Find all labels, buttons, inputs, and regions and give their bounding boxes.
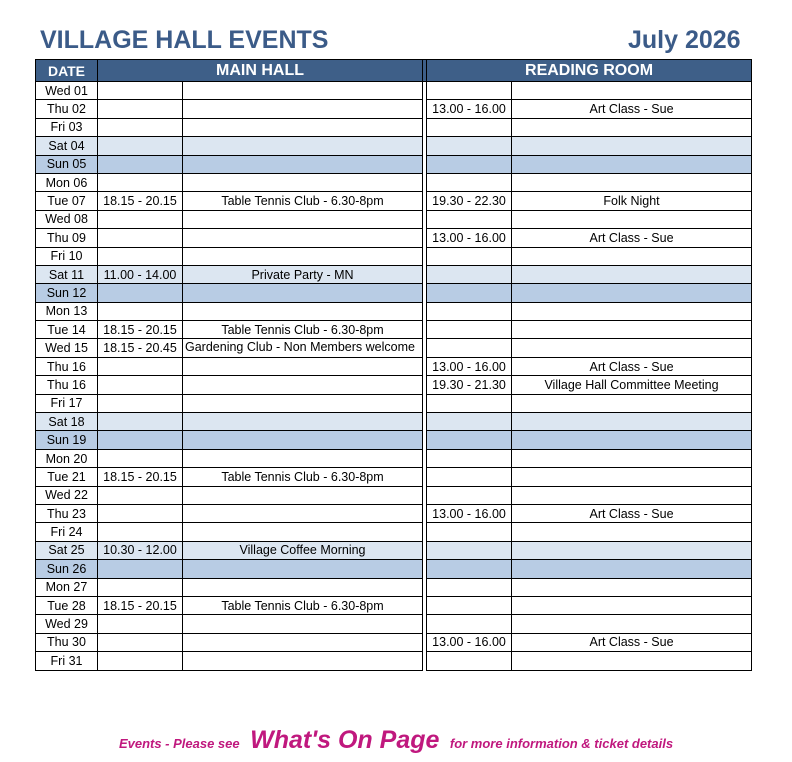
main-hall-event-cell: Table Tennis Club - 6.30-8pm bbox=[183, 596, 423, 614]
main-hall-time-cell bbox=[98, 210, 183, 228]
date-cell: Wed 29 bbox=[36, 615, 98, 633]
table-row bbox=[36, 449, 752, 467]
table-row bbox=[36, 596, 752, 614]
main-hall-time-cell bbox=[98, 394, 183, 412]
main-hall-time-cell: 18.15 - 20.15 bbox=[98, 192, 183, 210]
main-hall-event-cell bbox=[183, 118, 423, 136]
reading-room-time-cell bbox=[427, 284, 512, 302]
date-cell: Fri 31 bbox=[36, 652, 98, 670]
reading-room-time-cell: 13.00 - 16.00 bbox=[427, 100, 512, 118]
main-hall-event-cell bbox=[183, 100, 423, 118]
reading-room-event-cell bbox=[512, 560, 752, 578]
date-cell: Wed 01 bbox=[36, 82, 98, 100]
table-row bbox=[36, 652, 752, 670]
table-row bbox=[36, 523, 752, 541]
reading-room-event-cell bbox=[512, 449, 752, 467]
main-hall-event-cell bbox=[183, 376, 423, 394]
reading-room-time-cell bbox=[427, 137, 512, 155]
date-cell: Sun 05 bbox=[36, 155, 98, 173]
reading-room-event-cell: Folk Night bbox=[512, 192, 752, 210]
date-cell: Tue 28 bbox=[36, 596, 98, 614]
date-cell: Sun 19 bbox=[36, 431, 98, 449]
main-hall-time-cell bbox=[98, 229, 183, 247]
date-cell: Thu 09 bbox=[36, 229, 98, 247]
main-hall-time-cell bbox=[98, 615, 183, 633]
main-hall-time-cell: 18.15 - 20.45 bbox=[98, 339, 183, 357]
reading-room-event-cell bbox=[512, 118, 752, 136]
date-cell: Mon 20 bbox=[36, 449, 98, 467]
reading-room-event-cell bbox=[512, 413, 752, 431]
reading-room-event-cell bbox=[512, 596, 752, 614]
date-cell: Wed 22 bbox=[36, 486, 98, 504]
main-hall-time-cell bbox=[98, 523, 183, 541]
date-cell: Tue 21 bbox=[36, 468, 98, 486]
reading-room-event-cell bbox=[512, 523, 752, 541]
reading-room-time-cell bbox=[427, 413, 512, 431]
reading-room-event-cell bbox=[512, 302, 752, 320]
main-hall-event-cell bbox=[183, 504, 423, 522]
reading-room-time-cell: 13.00 - 16.00 bbox=[427, 504, 512, 522]
main-hall-event-cell bbox=[183, 229, 423, 247]
reading-room-time-cell bbox=[427, 155, 512, 173]
date-cell: Fri 10 bbox=[36, 247, 98, 265]
reading-room-time-cell: 13.00 - 16.00 bbox=[427, 357, 512, 375]
main-hall-event-cell bbox=[183, 560, 423, 578]
date-cell: Wed 15 bbox=[36, 339, 98, 357]
main-hall-event-cell bbox=[183, 394, 423, 412]
table-row bbox=[36, 339, 752, 357]
main-hall-time-cell bbox=[98, 100, 183, 118]
reading-room-event-cell bbox=[512, 155, 752, 173]
main-hall-event-cell bbox=[183, 339, 423, 357]
reading-room-event-cell bbox=[512, 578, 752, 596]
reading-room-event-cell bbox=[512, 394, 752, 412]
date-cell: Thu 16 bbox=[36, 357, 98, 375]
reading-room-time-cell bbox=[427, 486, 512, 504]
table-row bbox=[36, 155, 752, 173]
main-hall-time-cell bbox=[98, 302, 183, 320]
table-row bbox=[36, 210, 752, 228]
main-hall-time-cell: 18.15 - 20.15 bbox=[98, 468, 183, 486]
reading-room-time-cell bbox=[427, 431, 512, 449]
reading-room-time-cell: 13.00 - 16.00 bbox=[427, 229, 512, 247]
reading-room-event-cell bbox=[512, 210, 752, 228]
table-row bbox=[36, 265, 752, 283]
table-row bbox=[36, 541, 752, 559]
reading-room-event-cell: Art Class - Sue bbox=[512, 504, 752, 522]
date-cell: Mon 27 bbox=[36, 578, 98, 596]
reading-room-time-cell: 13.00 - 16.00 bbox=[427, 633, 512, 651]
date-cell: Sun 26 bbox=[36, 560, 98, 578]
reading-room-time-cell bbox=[427, 302, 512, 320]
main-hall-event-cell bbox=[183, 284, 423, 302]
reading-room-event-cell bbox=[512, 265, 752, 283]
table-row bbox=[36, 357, 752, 375]
main-hall-time-cell bbox=[98, 486, 183, 504]
table-row bbox=[36, 284, 752, 302]
reading-room-time-cell bbox=[427, 541, 512, 559]
main-hall-event-cell bbox=[183, 652, 423, 670]
reading-room-time-cell bbox=[427, 339, 512, 357]
reading-room-time-cell bbox=[427, 82, 512, 100]
main-hall-event-cell: Table Tennis Club - 6.30-8pm bbox=[183, 192, 423, 210]
main-hall-time-cell: 10.30 - 12.00 bbox=[98, 541, 183, 559]
main-hall-event-cell: Table Tennis Club - 6.30-8pm bbox=[183, 468, 423, 486]
footer-note bbox=[0, 726, 792, 755]
reading-room-event-cell bbox=[512, 339, 752, 357]
reading-room-time-cell bbox=[427, 523, 512, 541]
whats-on-page-link[interactable]: What's On Page bbox=[250, 726, 440, 754]
main-hall-time-cell: 18.15 - 20.15 bbox=[98, 596, 183, 614]
reading-room-time-cell bbox=[427, 449, 512, 467]
main-hall-time-cell bbox=[98, 633, 183, 651]
table-row bbox=[36, 633, 752, 651]
date-cell: Fri 17 bbox=[36, 394, 98, 412]
header-row bbox=[36, 60, 752, 82]
reading-room-time-cell bbox=[427, 468, 512, 486]
main-hall-time-cell bbox=[98, 173, 183, 191]
main-hall-event-cell bbox=[183, 431, 423, 449]
main-hall-event-cell bbox=[183, 137, 423, 155]
date-cell: Sat 18 bbox=[36, 413, 98, 431]
footer-post-text: for more information & ticket details bbox=[449, 736, 674, 751]
main-hall-event-cell bbox=[183, 486, 423, 504]
main-hall-time-cell bbox=[98, 560, 183, 578]
table-row bbox=[36, 137, 752, 155]
reading-room-event-cell bbox=[512, 173, 752, 191]
reading-room-time-cell bbox=[427, 560, 512, 578]
main-hall-time-cell bbox=[98, 357, 183, 375]
table-row bbox=[36, 431, 752, 449]
table-row bbox=[36, 173, 752, 191]
main-hall-time-cell bbox=[98, 155, 183, 173]
main-hall-time-cell bbox=[98, 247, 183, 265]
main-hall-event-cell bbox=[183, 210, 423, 228]
main-hall-event-cell: Table Tennis Club - 6.30-8pm bbox=[183, 321, 423, 339]
date-cell: Thu 30 bbox=[36, 633, 98, 651]
date-cell: Thu 23 bbox=[36, 504, 98, 522]
reading-room-event-cell bbox=[512, 652, 752, 670]
reading-room-event-cell: Art Class - Sue bbox=[512, 100, 752, 118]
table-row bbox=[36, 504, 752, 522]
reading-room-time-cell: 19.30 - 21.30 bbox=[427, 376, 512, 394]
main-hall-event-cell bbox=[183, 449, 423, 467]
table-row bbox=[36, 486, 752, 504]
date-cell: Fri 24 bbox=[36, 523, 98, 541]
reading-room-event-cell: Village Hall Committee Meeting bbox=[512, 376, 752, 394]
reading-room-event-cell bbox=[512, 247, 752, 265]
footer-pre-text: Events - Please see bbox=[118, 736, 240, 751]
reading-room-event-cell bbox=[512, 321, 752, 339]
main-hall-event-cell bbox=[183, 247, 423, 265]
table-body bbox=[36, 82, 752, 671]
table-row bbox=[36, 413, 752, 431]
date-cell: Mon 06 bbox=[36, 173, 98, 191]
date-cell: Sat 04 bbox=[36, 137, 98, 155]
reading-room-event-cell: Art Class - Sue bbox=[512, 229, 752, 247]
date-cell: Mon 13 bbox=[36, 302, 98, 320]
table-row bbox=[36, 394, 752, 412]
reading-room-event-cell bbox=[512, 486, 752, 504]
reading-room-event-cell bbox=[512, 137, 752, 155]
reading-room-event-cell bbox=[512, 541, 752, 559]
page-title: VILLAGE HALL EVENTS bbox=[40, 26, 329, 54]
table-row bbox=[36, 82, 752, 100]
main-hall-event-cell bbox=[183, 357, 423, 375]
main-hall-time-cell bbox=[98, 137, 183, 155]
table-row bbox=[36, 100, 752, 118]
table-row bbox=[36, 376, 752, 394]
main-hall-time-cell bbox=[98, 431, 183, 449]
reading-room-time-cell: 19.30 - 22.30 bbox=[427, 192, 512, 210]
table-row bbox=[36, 468, 752, 486]
main-hall-time-cell bbox=[98, 504, 183, 522]
table-row bbox=[36, 192, 752, 210]
main-hall-time-cell: 18.15 - 20.15 bbox=[98, 321, 183, 339]
main-hall-event-cell bbox=[183, 302, 423, 320]
reading-room-time-cell bbox=[427, 652, 512, 670]
date-cell: Fri 03 bbox=[36, 118, 98, 136]
table-row bbox=[36, 118, 752, 136]
month-title: July 2026 bbox=[628, 26, 741, 54]
reading-room-time-cell bbox=[427, 265, 512, 283]
date-cell: Sat 25 bbox=[36, 541, 98, 559]
main-hall-event-cell-text: Gardening Club - Non Members welcome bbox=[185, 340, 415, 355]
date-cell: Wed 08 bbox=[36, 210, 98, 228]
table-row bbox=[36, 578, 752, 596]
main-hall-event-cell bbox=[183, 633, 423, 651]
events-table bbox=[35, 59, 752, 671]
date-cell: Sun 12 bbox=[36, 284, 98, 302]
main-hall-time-cell bbox=[98, 578, 183, 596]
main-hall-time-cell: 11.00 - 14.00 bbox=[98, 265, 183, 283]
date-cell: Thu 02 bbox=[36, 100, 98, 118]
main-hall-time-cell bbox=[98, 413, 183, 431]
reading-room-event-cell bbox=[512, 284, 752, 302]
reading-room-time-cell bbox=[427, 210, 512, 228]
main-hall-event-cell: Village Coffee Morning bbox=[183, 541, 423, 559]
reading-room-event-cell: Art Class - Sue bbox=[512, 357, 752, 375]
reading-room-time-cell bbox=[427, 247, 512, 265]
main-hall-event-cell bbox=[183, 523, 423, 541]
date-cell: Tue 14 bbox=[36, 321, 98, 339]
main-hall-time-cell bbox=[98, 82, 183, 100]
reading-room-time-cell bbox=[427, 596, 512, 614]
main-hall-event-cell bbox=[183, 82, 423, 100]
main-hall-event-cell bbox=[183, 413, 423, 431]
main-hall-event-cell bbox=[183, 155, 423, 173]
main-hall-event-cell: Private Party - MN bbox=[183, 265, 423, 283]
reading-room-event-cell bbox=[512, 431, 752, 449]
date-cell: Sat 11 bbox=[36, 265, 98, 283]
table-row bbox=[36, 321, 752, 339]
reading-room-event-cell bbox=[512, 82, 752, 100]
main-hall-time-cell bbox=[98, 449, 183, 467]
reading-room-time-cell bbox=[427, 394, 512, 412]
main-hall-time-cell bbox=[98, 652, 183, 670]
reading-room-event-cell bbox=[512, 615, 752, 633]
reading-room-time-cell bbox=[427, 578, 512, 596]
table-row bbox=[36, 229, 752, 247]
main-hall-time-cell bbox=[98, 284, 183, 302]
table-row bbox=[36, 247, 752, 265]
table-row bbox=[36, 560, 752, 578]
reading-room-column-header: READING ROOM bbox=[427, 60, 752, 82]
date-cell: Thu 16 bbox=[36, 376, 98, 394]
reading-room-time-cell bbox=[427, 118, 512, 136]
reading-room-time-cell bbox=[427, 173, 512, 191]
main-hall-time-cell bbox=[98, 376, 183, 394]
main-hall-column-header: MAIN HALL bbox=[98, 60, 423, 82]
table-row bbox=[36, 615, 752, 633]
main-hall-event-cell bbox=[183, 173, 423, 191]
date-column-header: DATE bbox=[36, 60, 98, 82]
reading-room-time-cell bbox=[427, 321, 512, 339]
reading-room-time-cell bbox=[427, 615, 512, 633]
main-hall-event-cell bbox=[183, 615, 423, 633]
table-row bbox=[36, 302, 752, 320]
main-hall-event-cell bbox=[183, 578, 423, 596]
date-cell: Tue 07 bbox=[36, 192, 98, 210]
main-hall-time-cell bbox=[98, 118, 183, 136]
reading-room-event-cell bbox=[512, 468, 752, 486]
reading-room-event-cell: Art Class - Sue bbox=[512, 633, 752, 651]
